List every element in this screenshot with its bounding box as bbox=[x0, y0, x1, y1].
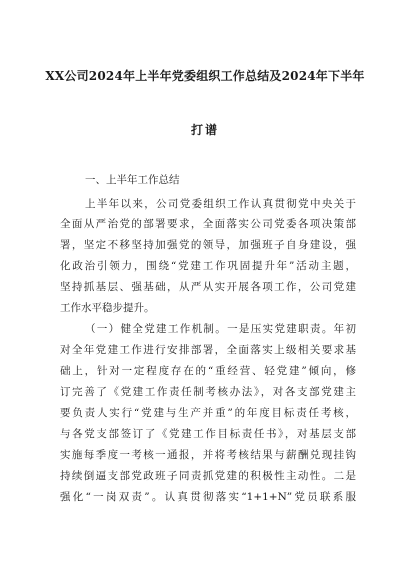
paragraph-1-line: 上半年以来，公司党委组织工作认真贯彻党中央关于 bbox=[85, 198, 356, 210]
document-title-line1: XX公司2024年上半年党委组织工作总结及2024年下半年 bbox=[45, 69, 365, 83]
paragraph-1-line: 工作水平稳步提升。 bbox=[60, 302, 155, 314]
paragraph-1-line: 坚持抓基层、强基础，从严从实开展各项工作，公司党建 bbox=[60, 281, 356, 293]
paragraph-1-line: 化政治引领力，围绕“党建工作巩固提升年”活动主题， bbox=[60, 260, 356, 272]
paragraph-2-line: 持续倒逼支部党政班子同责抓党建的积极性主动性。二是 bbox=[60, 470, 356, 482]
paragraph-2-line: 订完善了《党建工作责任制考核办法》，对各支部党建主 bbox=[60, 386, 356, 398]
document-title-line2: 打谱 bbox=[190, 123, 219, 137]
paragraph-2-line: 对全年党建工作进行安排部署，全面落实上级相关要求基 bbox=[60, 344, 356, 356]
paragraph-2-line: 实施每季度一考核一通报，并将考核结果与薪酬兑现挂钩 bbox=[60, 449, 356, 461]
paragraph-1-line: 署，坚定不移坚持加强党的领导，加强班子自身建设，强 bbox=[60, 239, 356, 251]
section-heading: 一、上半年工作总结 bbox=[85, 174, 180, 186]
paragraph-2-line: 与各党支部签订了《党建工作目标责任书》，对基层支部 bbox=[60, 428, 356, 440]
paragraph-2-line: 础上，针对一定程度存在的“重经营、轻党建”倾向，修 bbox=[60, 365, 356, 377]
paragraph-2-line: 要负责人实行“党建与生产并重”的年度目标责任考核， bbox=[60, 407, 356, 419]
paragraph-2-line: （一）健全党建工作机制。一是压实党建职责。年初 bbox=[85, 323, 356, 335]
paragraph-1-line: 全面从严治党的部署要求，全面落实公司党委各项决策部 bbox=[60, 218, 356, 230]
paragraph-2-line: 强化“一岗双责”。认真贯彻落实“1+1+N”党员联系服 bbox=[60, 491, 356, 503]
